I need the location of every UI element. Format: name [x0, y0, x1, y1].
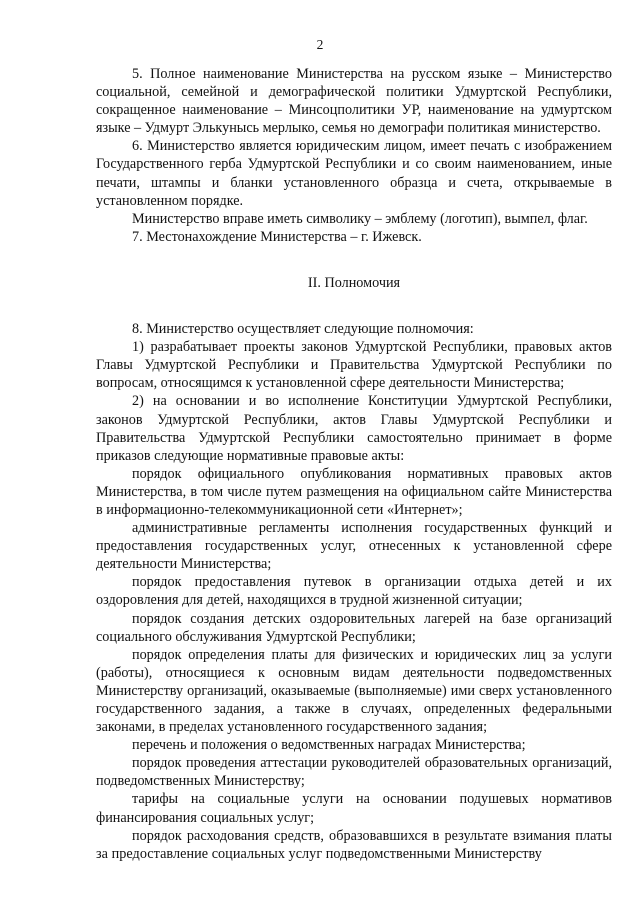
paragraph-legal-entity: 6. Министерство является юридическим лицом, имеет печать с изображением Государственного герба Удмуртской Республики и со своим наименованием, иные печати, штампы и бланки установленного образца и счета, открываемые в установленном порядке.	[96, 138, 612, 209]
document-body	[96, 65, 612, 863]
section-spacer	[96, 246, 612, 274]
paragraph-symbolics: Министерство вправе иметь символику – эмблему (логотип), вымпел, флаг.	[132, 210, 588, 227]
paragraph-act-spending: порядок расходования средств, образовавшихся в результате взимания платы за предоставление социальных услуг подведомственными Министерству	[96, 827, 612, 862]
paragraph-act-tariffs: тарифы на социальные услуги на основании подушевых нормативов финансирования социальных услуг;	[96, 791, 612, 826]
paragraph-power-1: 1) разрабатывает проекты законов Удмуртской Республики, правовых актов Главы Удмуртской Республики и Правительства Удмуртской Республики по вопросам, относящимся к установленной сфере деятельности Министерства;	[96, 339, 612, 392]
section-heading: II. Полномочия	[307, 274, 401, 291]
paragraph-act-regulations: административные регламенты исполнения государственных функций и предоставления государственных услуг, отнесенных к установленной сфере деятельности Министерства;	[96, 520, 612, 573]
page-number: 2	[316, 37, 324, 52]
paragraph-act-camps: порядок создания детских оздоровительных лагерей на базе организаций социального обслуживания Удмуртской Республики;	[96, 610, 612, 645]
section-spacer	[96, 292, 612, 320]
paragraph-power-2: 2) на основании и во исполнение Конституции Удмуртской Республики, законов Удмуртской Республики, актов Главы Удмуртской Республики и Правительства Удмуртской Республики самостоятельно принимает в форме приказов следующие нормативные правовые акты:	[96, 393, 612, 464]
paragraph-act-awards: перечень и положения о ведомственных наградах Министерства;	[132, 737, 526, 754]
paragraph-powers-intro: 8. Министерство осуществляет следующие полномочия:	[132, 321, 474, 338]
paragraph-act-vouchers: порядок предоставления путевок в организации отдыха детей и их оздоровления для детей, находящихся в трудной жизненной ситуации;	[96, 574, 612, 609]
paragraph-act-certification: порядок проведения аттестации руководителей образовательных организаций, подведомственных Министерству;	[96, 755, 612, 790]
paragraph-ministry-name: 5. Полное наименование Министерства на русском языке – Министерство социальной, семейной и демографической политики Удмуртской Республики, сокращенное наименование – Минсоцполитики УР, наименование на удмуртском языке – Удмурт Элькунысь мерлыко, семья но демографи политикая министерство.	[96, 66, 612, 137]
paragraph-act-publication: порядок официального опубликования нормативных правовых актов Министерства, в том числе путем размещения на официальном сайте Министерства в информационно-телекоммуникационной сети «Интернет»;	[96, 465, 612, 518]
paragraph-location: 7. Местонахождение Министерства – г. Ижевск.	[132, 228, 422, 245]
paragraph-act-fees: порядок определения платы для физических и юридических лиц за услуги (работы), относящиеся к основным видам деятельности подведомственных Министерству организаций, оказываемые (выполняемые) ими сверх установленного государственного задания, а также в случаях, определенных федеральными законами, в пределах установленного государственного задания;	[96, 646, 612, 736]
